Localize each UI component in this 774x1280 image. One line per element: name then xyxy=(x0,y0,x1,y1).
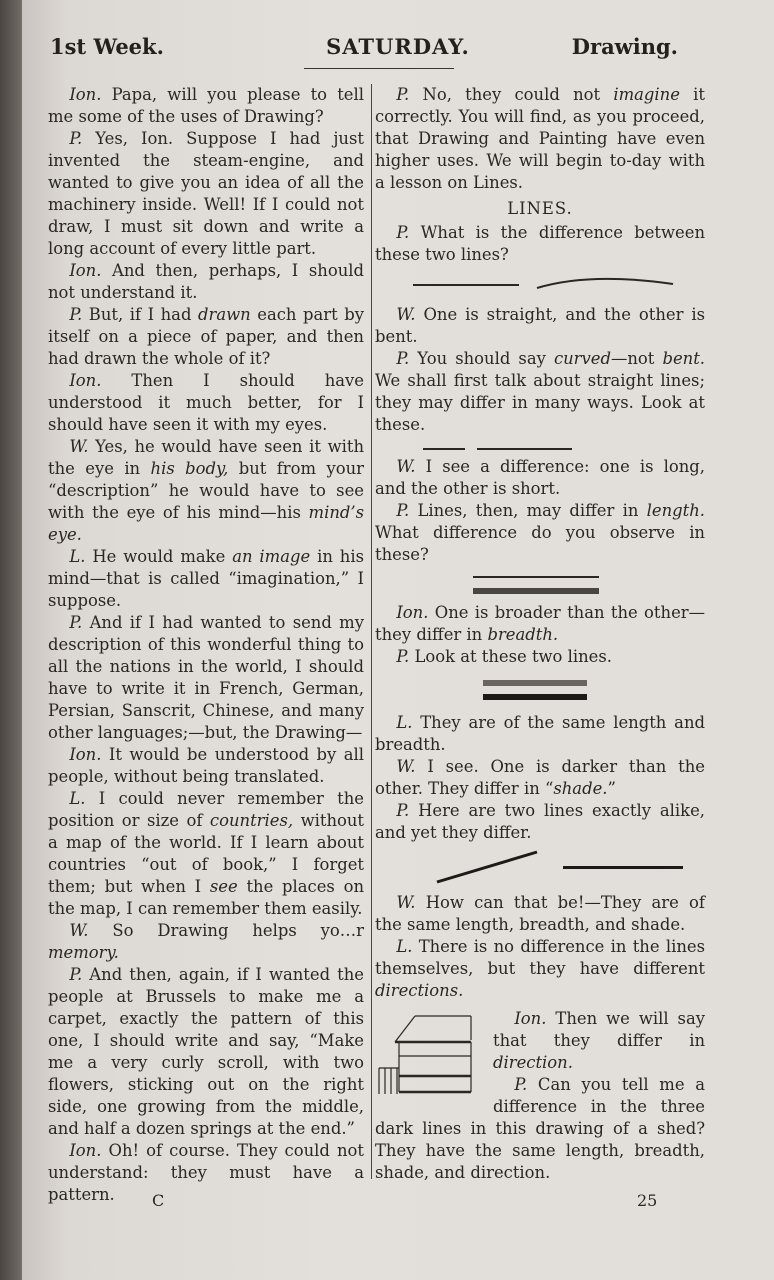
text-run: You should say xyxy=(409,349,554,368)
speaker-label: P. xyxy=(396,349,410,368)
paragraph xyxy=(48,612,364,744)
text-run: —not xyxy=(610,349,663,368)
text-run: One is straight, and the other is bent. xyxy=(375,305,705,346)
short-line xyxy=(423,448,465,450)
text-run: One is broader than the other—they differ in xyxy=(375,603,705,644)
running-head-title: SATURDAY. xyxy=(326,34,470,59)
italic-text: memory. xyxy=(48,943,119,962)
signature-mark: C xyxy=(152,1191,165,1210)
speaker-label: Ion. xyxy=(514,1009,547,1028)
italic-text: his body, xyxy=(150,459,229,478)
speaker-label: P. xyxy=(396,85,410,104)
paragraph xyxy=(375,756,705,800)
text-run: There is no difference in the lines themselves, but they have different xyxy=(375,937,705,978)
speaker-label: L. xyxy=(69,789,86,808)
broad-line xyxy=(473,588,599,594)
left-column xyxy=(48,84,364,1206)
text-run: I could never remember the position or size of xyxy=(48,789,364,830)
shed-block xyxy=(375,1008,705,1184)
text-run: And if I had wanted to send my description of this wonderful thing to all the nations in the world, I should have to write it in French, German, Persian, Sanscrit, Chinese, and many other languages;—but, the Drawing— xyxy=(48,613,364,742)
italic-text: breadth. xyxy=(487,625,559,644)
text-run: How can that be!—They are of the same length, breadth, and shade. xyxy=(375,893,705,934)
text-run: And then, again, if I wanted the people at Brussels to make me a carpet, exactly the pattern of this one, I should write and say, “Make me a very curly scroll, with two flowers, sticking out on the right side, one growing from the middle, and half a dozen springs at the end.” xyxy=(48,965,364,1138)
paragraph xyxy=(48,964,364,1140)
paragraph xyxy=(48,370,364,436)
text-run: So Drawing helps yo…r xyxy=(88,921,364,940)
speaker-label: P. xyxy=(396,501,410,520)
column-rule xyxy=(371,84,372,1179)
speaker-label: P. xyxy=(396,223,410,242)
paragraph xyxy=(48,128,364,260)
text-run: And then, perhaps, I should not understand it. xyxy=(48,261,364,302)
italic-text: imagine xyxy=(613,85,680,104)
header-rule xyxy=(304,68,454,69)
speaker-label: Ion. xyxy=(69,1141,102,1160)
paragraph xyxy=(48,1140,364,1206)
paragraph xyxy=(375,646,705,668)
italic-text: drawn xyxy=(198,305,251,324)
text-run: without a map of the world. If I learn about countries “out of book,” I forget them; but when I xyxy=(48,811,365,896)
right-column xyxy=(375,84,705,1184)
italic-text: length. xyxy=(646,501,705,520)
text-run: but from your “description” he would have to see with the eye of his mind—his xyxy=(48,459,364,522)
light-line xyxy=(483,680,587,686)
horizontal-line xyxy=(563,866,683,869)
speaker-label: P. xyxy=(69,129,83,148)
shed-drawing xyxy=(375,1010,483,1102)
text-run: We shall first talk about straight lines; they may differ in many ways. Look at these. xyxy=(375,371,705,434)
text-run: ” xyxy=(607,779,616,798)
paragraph xyxy=(48,260,364,304)
speaker-label: L. xyxy=(69,547,86,566)
italic-text: countries, xyxy=(209,811,294,830)
text-run: the places on the map, I can remember them easily. xyxy=(48,877,365,918)
long-line xyxy=(477,448,572,450)
italic-text: shade. xyxy=(553,779,608,798)
text-run: Yes, Ion. Suppose I had just invented the steam-engine, and wanted to give you an idea of all the machinery inside. Well! If I could not draw, I must sit down and write a long account of every little part. xyxy=(48,129,364,258)
paragraph xyxy=(48,436,364,546)
thin-line xyxy=(473,576,599,578)
text-run: in his mind—that is called “imagination,” I suppose. xyxy=(48,547,364,610)
italic-text: mind’s eye. xyxy=(48,503,364,544)
speaker-label: W. xyxy=(396,305,416,324)
running-head-right: Drawing. xyxy=(571,34,678,59)
paragraph xyxy=(375,712,705,756)
book-page xyxy=(22,0,774,1280)
figure-light-and-dark-lines xyxy=(375,668,705,712)
text-run: It would be understood by all people, without being translated. xyxy=(48,745,364,786)
speaker-label: P. xyxy=(69,965,83,984)
text-run: Oh! of course. They could not understand: they must have a pattern. xyxy=(48,1141,364,1204)
text-run: it correctly. You will find, as you proceed, that Drawing and Painting have even higher uses. We will begin to-day with a lesson on Lines. xyxy=(375,85,705,192)
paragraph xyxy=(375,456,705,500)
speaker-label: W. xyxy=(69,437,89,456)
paragraph xyxy=(48,84,364,128)
italic-text: see xyxy=(209,877,238,896)
paragraph xyxy=(375,222,705,266)
text-run: I see. One is darker than the other. They differ in “ xyxy=(375,757,705,798)
italic-text: bent. xyxy=(662,349,705,368)
italic-text: an image xyxy=(232,547,311,566)
text-run: Lines, then, may differ in xyxy=(409,501,647,520)
italic-text: directions. xyxy=(375,981,464,1000)
paragraph xyxy=(48,744,364,788)
speaker-label: W. xyxy=(396,893,416,912)
speaker-label: Ion. xyxy=(69,85,102,104)
paragraph xyxy=(48,920,364,964)
text-run: Yes, he would have seen it with the eye in xyxy=(48,437,364,478)
text-run: What is the difference between these two lines? xyxy=(375,223,705,264)
running-head-left: 1st Week. xyxy=(50,34,164,59)
paragraph xyxy=(375,892,705,936)
paragraph xyxy=(375,500,705,566)
text-run: Then I should have understood it much better, for I should have seen it with my eyes. xyxy=(48,371,364,434)
text-run: Look at these two lines. xyxy=(409,647,612,666)
italic-text: curved xyxy=(553,349,611,368)
speaker-label: W. xyxy=(396,457,416,476)
paragraph xyxy=(375,602,705,646)
speaker-label: P. xyxy=(396,801,410,820)
figure-lines-different-direction xyxy=(375,844,705,892)
text-run: each part by itself on a piece of paper, and then had drawn the whole of it? xyxy=(48,305,364,368)
paragraph xyxy=(48,788,364,920)
text-run: They are of the same length and breadth. xyxy=(375,713,705,754)
dark-line xyxy=(483,694,587,700)
paragraph xyxy=(375,304,705,348)
paragraph xyxy=(48,546,364,612)
text-run: But, if I had xyxy=(82,305,198,324)
speaker-label: P. xyxy=(514,1075,528,1094)
speaker-label: Ion. xyxy=(396,603,429,622)
speaker-label: P. xyxy=(69,305,83,324)
text-run: No, they could not xyxy=(409,85,614,104)
section-heading: LINES. xyxy=(507,199,573,218)
italic-text: direction. xyxy=(493,1053,573,1072)
paragraph xyxy=(375,800,705,844)
speaker-label: L. xyxy=(396,937,413,956)
text-run: I see a difference: one is long, and the other is short. xyxy=(375,457,705,498)
paragraph xyxy=(48,304,364,370)
speaker-label: P. xyxy=(69,613,83,632)
speaker-label: Ion. xyxy=(69,261,102,280)
text-run: Here are two lines exactly alike, and yet they differ. xyxy=(375,801,705,842)
speaker-label: L. xyxy=(396,713,413,732)
figure-long-and-short-lines xyxy=(375,436,705,456)
speaker-label: W. xyxy=(69,921,89,940)
page-number: 25 xyxy=(637,1191,658,1210)
text-run: Papa, will you please to tell me some of the uses of Drawing? xyxy=(48,85,364,126)
speaker-label: Ion. xyxy=(69,745,102,764)
figure-thin-and-broad-lines xyxy=(375,566,705,602)
oblique-line xyxy=(433,846,543,886)
speaker-label: Ion. xyxy=(69,371,102,390)
text-run: Can you tell me a difference in the three dark lines in this drawing of a shed? They have the same length, breadth, shade, and direction. xyxy=(375,1075,705,1182)
text-run: He would make xyxy=(85,547,233,566)
paragraph xyxy=(375,84,705,194)
straight-line xyxy=(413,284,519,286)
figure-straight-and-curved-lines xyxy=(375,266,705,304)
text-run: What difference do you observe in these? xyxy=(375,523,705,564)
text-run: Then we will say that they differ in xyxy=(493,1009,705,1050)
speaker-label: P. xyxy=(396,647,410,666)
paragraph xyxy=(375,348,705,436)
paragraph xyxy=(375,936,705,1002)
curved-line xyxy=(535,270,675,294)
speaker-label: W. xyxy=(396,757,416,776)
